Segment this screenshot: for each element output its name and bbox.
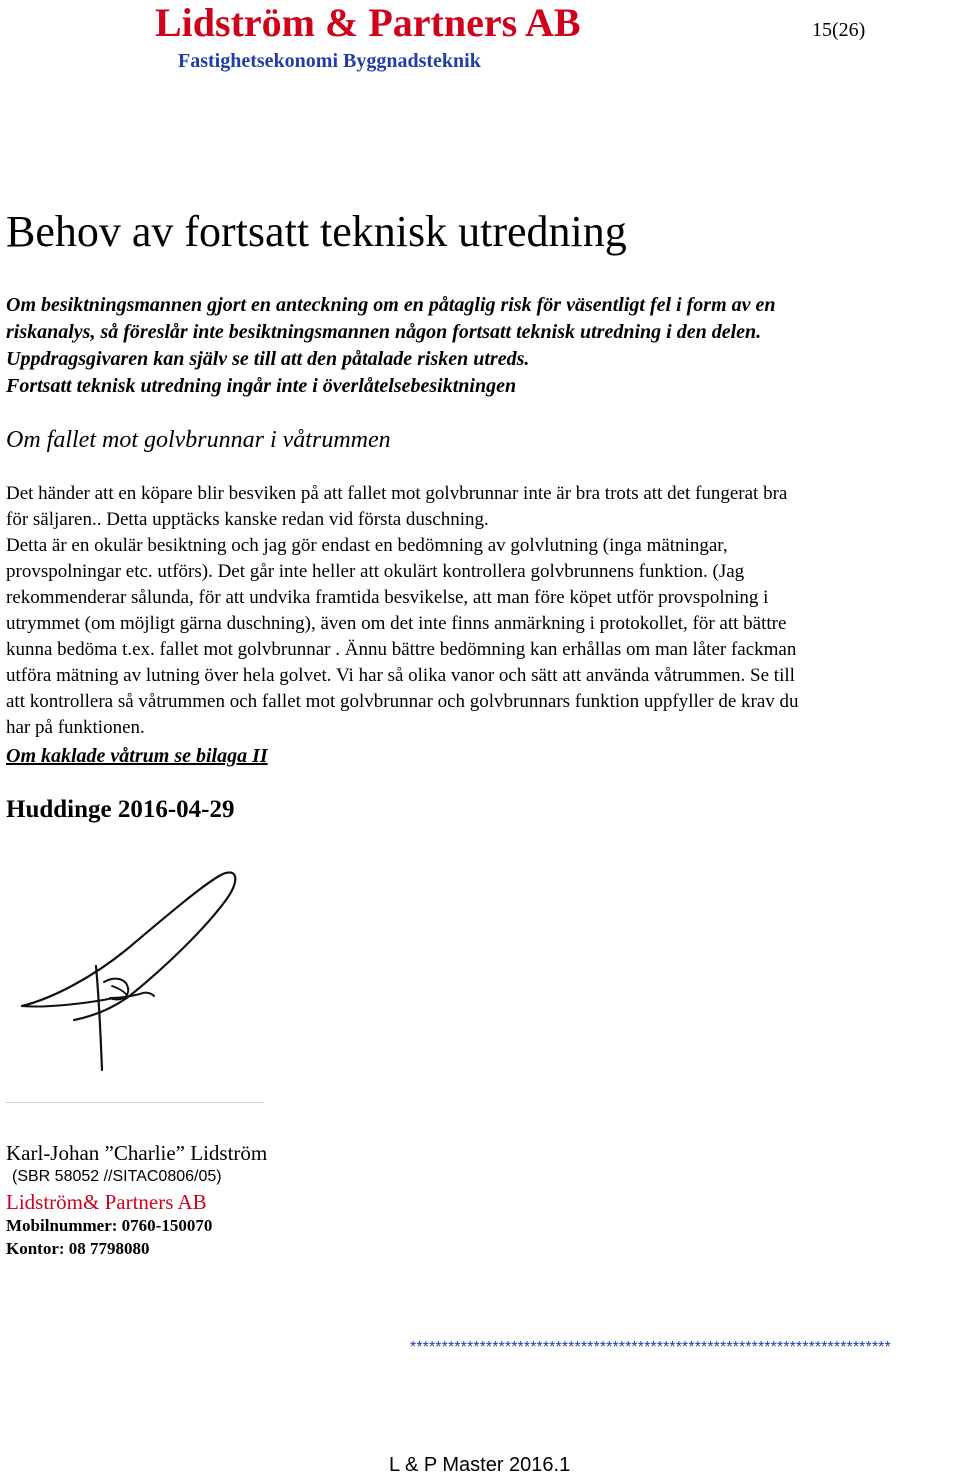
signer-name: Karl-Johan ”Charlie” Lidström bbox=[6, 1141, 268, 1165]
signer-company: Lidström& Partners AB bbox=[6, 1190, 207, 1214]
disclaimer-line: Om besiktningsmannen gjort en anteckning om en påtaglig risk för väsentligt fel i form av en bbox=[6, 294, 776, 316]
signature-image bbox=[14, 858, 244, 1078]
body-line: att kontrollera så våtrummen och fallet mot golvbrunnar och golvbrunnars funktion uppfyller de krav du bbox=[6, 691, 799, 712]
body-line: för säljaren.. Detta upptäcks kanske redan vid första duschning. bbox=[6, 509, 489, 530]
page-footer: L & P Master 2016.1 bbox=[389, 1454, 571, 1476]
body-line: utföra mätning av lutning över hela golvet. Vi har så olika vanor och sätt att använda våtrummen. Se till bbox=[6, 665, 795, 686]
disclaimer-block bbox=[6, 292, 946, 400]
body-line: Det händer att en köpare blir besviken på att fallet mot golvbrunnar inte är bra trots att det fungerat bra bbox=[6, 483, 788, 504]
star-separator: **************************************************************************** bbox=[410, 1339, 891, 1356]
body-line: provspolningar etc. utförs). Det går inte heller att okulärt kontrollera golvbrunnens funktion. (Jag bbox=[6, 561, 745, 582]
body-line: utrymmet (om möjligt gärna duschning), även om det inte finns anmärkning i protokollet, för att bättre bbox=[6, 613, 787, 634]
bilaga-link[interactable]: Om kaklade våtrum se bilaga II bbox=[6, 745, 268, 767]
signer-office: Kontor: 08 7798080 bbox=[6, 1239, 150, 1258]
body-line: har på funktionen. bbox=[6, 717, 145, 738]
signature-line bbox=[6, 1102, 264, 1103]
signer-id: (SBR 58052 //SITAC0806/05) bbox=[12, 1168, 222, 1185]
drain-section-title: Om fallet mot golvbrunnar i våtrummen bbox=[6, 427, 391, 453]
body-line: Detta är en okulär besiktning och jag gör endast en bedömning av golvlutning (inga mätningar, bbox=[6, 535, 728, 556]
section-title: Behov av fortsatt teknisk utredning bbox=[6, 207, 627, 256]
body-line: rekommenderar sålunda, för att undvika framtida besvikelse, att man före köpet utför provspolning i bbox=[6, 587, 769, 608]
signer-mobile: Mobilnummer: 0760-150070 bbox=[6, 1216, 213, 1235]
company-name: Lidström & Partners AB bbox=[155, 0, 581, 45]
disclaimer-line: Fortsatt teknisk utredning ingår inte i överlåtelsebesiktningen bbox=[6, 375, 517, 397]
disclaimer-line: Uppdragsgivaren kan själv se till att den påtalade risken utreds. bbox=[6, 348, 530, 370]
disclaimer-line: riskanalys, så föreslår inte besiktningsmannen någon fortsatt teknisk utredning i den delen. bbox=[6, 321, 762, 343]
place-date: Huddinge 2016-04-29 bbox=[6, 796, 235, 823]
company-subtitle: Fastighetsekonomi Byggnadsteknik bbox=[178, 50, 481, 72]
body-line: kunna bedöma t.ex. fallet mot golvbrunnar . Ännu bättre bedömning kan erhållas om man låter fackman bbox=[6, 639, 797, 660]
page-number: 15(26) bbox=[812, 19, 866, 41]
drain-section-body bbox=[6, 481, 799, 741]
